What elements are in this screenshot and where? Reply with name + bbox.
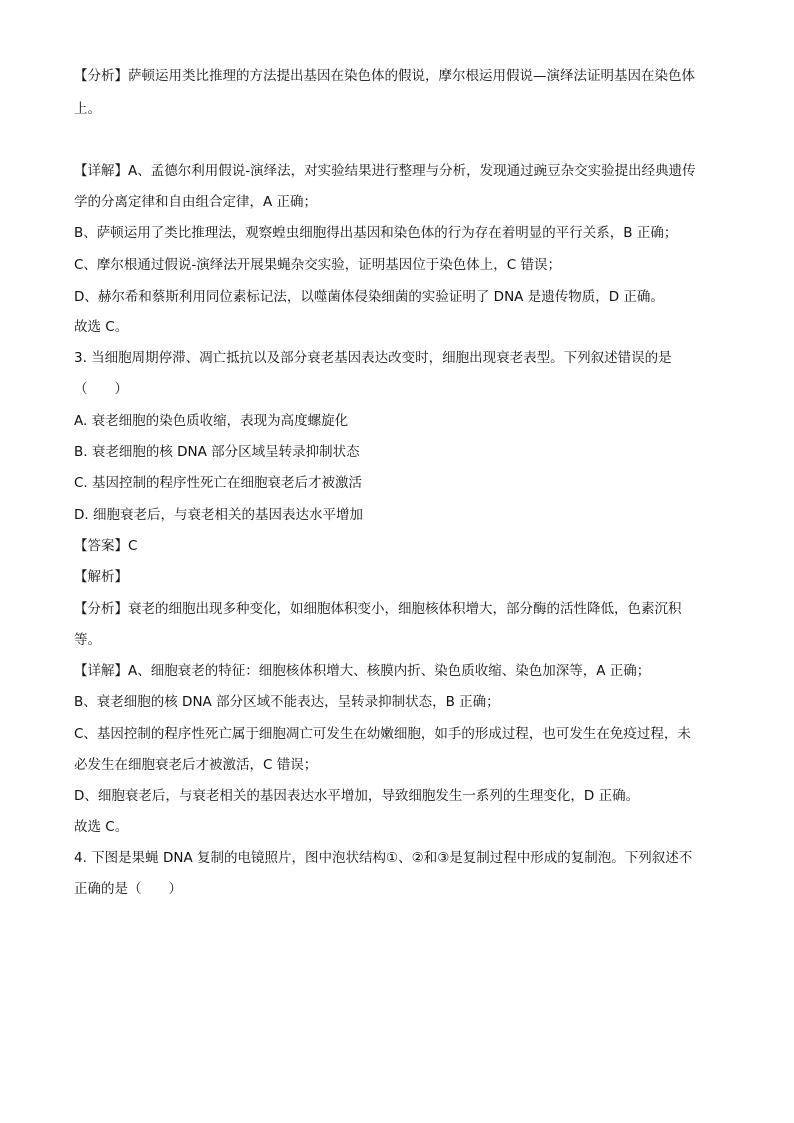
- question-3-choice: 故选 C。: [74, 819, 129, 835]
- question-3-analysis-line-2: 等。: [74, 632, 101, 648]
- answer-choice: 故选 C。: [74, 319, 129, 335]
- question-3-detail-a: 【详解】A、细胞衰老的特征：细胞核体积增大、核膜内折、染色质收缩、染色加深等，A 正确；: [74, 663, 651, 679]
- question-3-option-c: C. 基因控制的程序性死亡在细胞衰老后才被激活: [74, 475, 363, 491]
- detail-line-1: 【详解】A、孟德尔利用假说-演绎法，对实验结果进行整理与分析，发现通过豌豆杂交实验提出经典遗传: [74, 163, 696, 179]
- question-3-analysis-line-1: 【分析】衰老的细胞出现多种变化，如细胞体积变小，细胞核体积增大，部分酶的活性降低，色素沉积: [74, 601, 682, 617]
- question-3-answer: 【答案】C: [74, 538, 138, 554]
- question-4-stem-line-1: 4. 下图是果蝇 DNA 复制的电镜照片，图中泡状结构①、②和③是复制过程中形成的复制泡。下列叙述不: [74, 850, 693, 866]
- detail-option-c: C、摩尔根通过假说-演绎法开展果蝇杂交实验，证明基因位于染色体上，C 错误；: [74, 257, 562, 273]
- analysis-line-2: 上。: [74, 101, 101, 117]
- detail-line-2: 学的分离定律和自由组合定律，A 正确；: [74, 194, 318, 210]
- question-3-option-b: B. 衰老细胞的核 DNA 部分区域呈转录抑制状态: [74, 444, 360, 460]
- question-3-detail-b: B、衰老细胞的核 DNA 部分区域不能表达，呈转录抑制状态，B 正确；: [74, 694, 500, 710]
- analysis-line-1: 【分析】萨顿运用类比推理的方法提出基因在染色体的假说，摩尔根运用假说—演绎法证明基因在染色体: [74, 68, 695, 84]
- question-3-detail-c-line-2: 必发生在细胞衰老后才被激活，C 错误；: [74, 757, 318, 773]
- question-3-option-a: A. 衰老细胞的染色质收缩，表现为高度螺旋化: [74, 413, 349, 429]
- question-3-detail-d: D、细胞衰老后，与衰老相关的基因表达水平增加，导致细胞发生一系列的生理变化，D 正确。: [74, 788, 640, 804]
- detail-option-b: B、萨顿运用了类比推理法，观察蝗虫细胞得出基因和染色体的行为存在着明显的平行关系，B 正确；: [74, 225, 678, 241]
- question-3-detail-c-line-1: C、基因控制的程序性死亡属于细胞凋亡可发生在幼嫩细胞，如手的形成过程，也可发生在免疫过程，未: [74, 726, 691, 742]
- detail-option-d: D、赫尔希和蔡斯利用同位素标记法，以噬菌体侵染细菌的实验证明了 DNA 是遗传物质，D 正确。: [74, 289, 664, 305]
- question-4-stem-line-2: 正确的是（ ）: [74, 881, 182, 897]
- question-3-stem: 3. 当细胞周期停滞、凋亡抵抗以及部分衰老基因表达改变时，细胞出现衰老表型。下列叙述错误的是: [74, 350, 672, 366]
- question-3-blank: （ ）: [74, 381, 128, 397]
- question-3-explanation-heading: 【解析】: [74, 569, 128, 585]
- question-3-option-d: D. 细胞衰老后，与衰老相关的基因表达水平增加: [74, 507, 363, 523]
